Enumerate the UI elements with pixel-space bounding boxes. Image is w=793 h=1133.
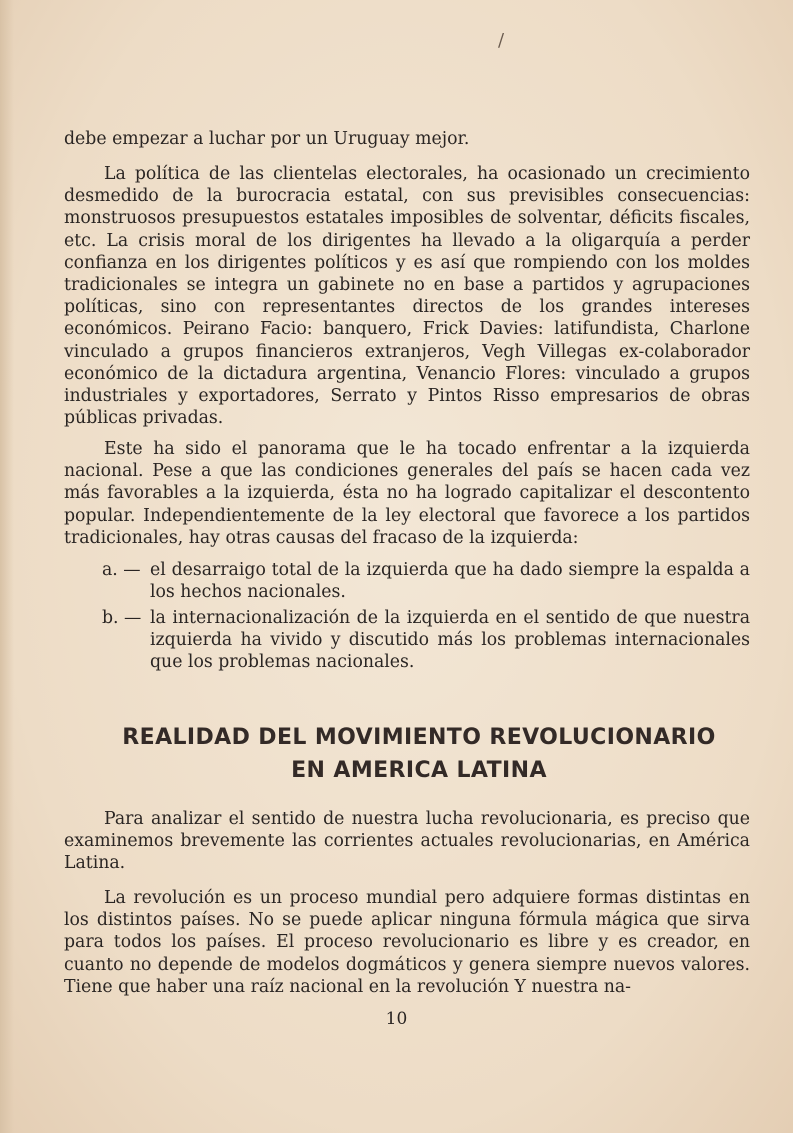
paragraph-panorama <box>64 438 750 549</box>
paragraph-revolucion <box>64 887 750 998</box>
section-heading-line-2: EN AMERICA LATINA <box>291 758 547 783</box>
list-item-b <box>102 607 750 674</box>
paragraph-text: Para analizar el sentido de nuestra lucha revolucionaria, es preciso que examinemos brevemente las corrientes actuales revolucionarias, en América Latina. <box>64 809 750 874</box>
intro-line-block <box>64 128 750 150</box>
paragraph-analizar <box>64 808 750 875</box>
paragraph-text: La política de las clientelas electorales, ha ocasionado un crecimiento desmedido de la burocracia estatal, con sus previsibles consecuencias: monstruosos presupuestos estatales imposibles de solventar, déficits fiscales, etc. La crisis moral de los dirigentes ha llevado a la oligarquía a perder confianza en los dirigentes políticos y es así que rompiendo con los moldes tradicionales se integra un gabinete no en base a partidos y agrupaciones políticas, sino con representantes directos de los grandes intereses económicos. Peirano Facio: banquero, Frick Davies: latifundista, Charlone vinculado a grupos financieros extranjeros, Vegh Villegas ex-colaborador económico de la dictadura argentina, Venancio Flores: vinculado a grupos industriales y exportadores, Serrato y Pintos Risso empresarios de obras públicas privadas. <box>64 164 750 429</box>
intro-line: debe empezar a luchar por un Uruguay mejor. <box>64 129 470 149</box>
list-item-a <box>102 559 750 603</box>
section-heading-line-1: REALIDAD DEL MOVIMIENTO REVOLUCIONARIO <box>122 725 716 750</box>
page-number: 10 <box>385 1009 408 1029</box>
list-item-text: el desarraigo total de la izquierda que ha dado siempre la espalda a los hechos nacionales. <box>150 560 750 603</box>
list-item-text: la internacionalización de la izquierda en el sentido de que nuestra izquierda ha vivido y discutido más los problemas internacionales que los problemas nacionales. <box>150 608 750 673</box>
paper-edge-shadow <box>0 0 14 1133</box>
paragraph-text: Este ha sido el panorama que le ha tocado enfrentar a la izquierda nacional. Pese a que las condiciones generales del país se hacen cada vez más favorables a la izquierda, ésta no ha logrado capitalizar el descontento popular. Independientemente de la ley electoral que favorece a los partidos tradicionales, hay otras causas del fracaso de la izquierda: <box>64 439 750 548</box>
paragraph-text: La revolución es un proceso mundial pero adquiere formas distintas en los distintos países. No se puede aplicar ninguna fórmula mágica que sirva para todos los países. El proceso revolucionario es libre y es creador, en cuanto no depende de modelos dogmáticos y genera siempre nuevos valores. Tiene que haber una raíz nacional en la revolución Y nuestra na- <box>64 888 750 997</box>
list-marker: a. — <box>102 560 141 580</box>
list-marker: b. — <box>102 608 142 628</box>
paragraph-politica <box>64 163 750 429</box>
stray-ink-mark: / <box>498 30 505 51</box>
